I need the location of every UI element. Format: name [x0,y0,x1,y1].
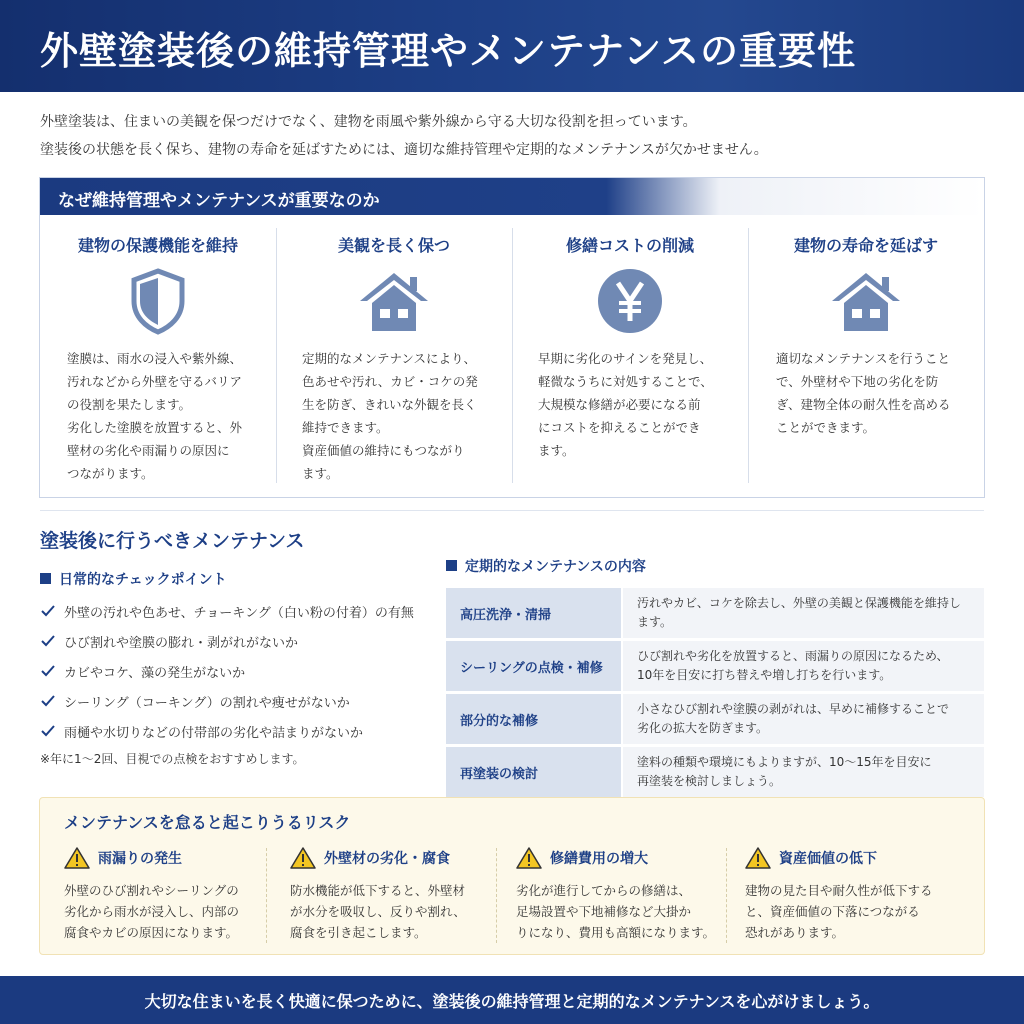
table-value: 汚れやカビ、コケを除去し、外壁の美観と保護機能を維持します。 [622,588,984,640]
risk-item-text: 防水機能が低下すると、外壁材 が水分を吸収し、反りや割れ、 腐食を引き起こします。 [290,883,466,940]
why-column-title: 修繕コストの削減 [565,236,694,255]
why-section [39,177,985,498]
list-item [40,686,414,716]
page-title: 外壁塗装後の維持管理やメンテナンスの重要性 [40,29,856,73]
footer-text: 大切な住まいを長く快適に保つために、塗装後の維持管理と定期的なメンテナンスを心がけましょう。 [144,992,880,1011]
periodic-maintenance-table [446,588,984,800]
intro-line: 塗装後の状態を長く保ち、建物の寿命を延ばすためには、適切な維持管理や定期的なメンテナンスが欠かせません。 [40,142,768,158]
why-column-appearance [276,223,512,488]
daily-check-title: 日常的なチェックポイント [59,572,227,588]
square-bullet-icon [446,560,457,571]
risk-section [39,797,985,955]
risk-item-text: 劣化が進行してからの修繕は、 足場設置や下地補修など大掛か りになり、費用も高額になります。 [516,883,716,940]
list-item [40,656,414,686]
intro-text [40,108,768,164]
check-icon [40,603,56,619]
why-column-title: 美観を長く保つ [337,236,450,255]
why-column-text: 適切なメンテナンスを行うこと で、外壁材や下地の劣化を防 ぎ、建物全体の耐久性を高める ことができます。 [776,351,951,435]
shield-icon [122,265,194,337]
warning-icon [290,846,316,870]
check-note: ※年に1〜2回、目視での点検をおすすめします。 [40,752,305,766]
risk-item-title: 修繕費用の増大 [550,851,648,867]
check-icon [40,693,56,709]
house-icon [358,265,430,337]
footer-banner [0,976,1024,1024]
periodic-title: 定期的なメンテナンスの内容 [465,559,646,575]
check-item-text: 外壁の汚れや色あせ、チョーキング（白い粉の付着）の有無 [64,605,414,621]
why-heading: なぜ維持管理やメンテナンスが重要なのか [58,191,380,211]
why-column-text: 早期に劣化のサインを発見し、 軽微なうちに対処することで、 大規模な修繕が必要になる前 にコストを抑えることができ ます。 [538,351,713,458]
periodic-heading [446,556,646,576]
risk-item [516,844,742,948]
risk-item-title: 外壁材の劣化・腐食 [324,851,450,867]
maintenance-title: 塗装後に行うべきメンテナンス [40,530,305,552]
check-item-text: シーリング（コーキング）の割れや痩せがないか [64,695,350,711]
check-icon [40,723,56,739]
why-heading-bar [40,178,984,215]
risk-item-heading [745,844,877,872]
list-item [40,716,414,746]
yen-coin-icon [594,265,666,337]
list-item [40,626,414,656]
why-column-text: 定期的なメンテナンスにより、 色あせや汚れ、カビ・コケの発 生を防ぎ、きれいな外観を長く 維持できます。 資産価値の維持にもつながり ます。 [302,351,478,481]
risk-item-heading [64,844,182,872]
intro-line: 外壁塗装は、住まいの美観を保つだけでなく、建物を雨風や紫外線から守る大切な役割を担っています。 [40,114,697,130]
risk-item-text: 建物の見た目や耐久性が低下する と、資産価値の下落につながる 恐れがあります。 [745,883,933,940]
page-header [0,0,1024,92]
daily-check-list [40,596,414,746]
table-key: シーリングの点検・補修 [446,640,622,693]
check-item-text: 雨樋や水切りなどの付帯部の劣化や詰まりがないか [64,725,364,741]
warning-icon [745,846,771,870]
risk-item-title: 雨漏りの発生 [98,851,182,867]
table-value: ひび割れや劣化を放置すると、雨漏りの原因になるため、 10年を目安に打ち替えや増し打ちを行います。 [622,640,984,693]
risk-item-text: 外壁のひび割れやシーリングの 劣化から雨水が浸入し、内部の 腐食やカビの原因になります。 [64,883,240,940]
table-row [446,693,984,746]
why-column-lifespan [748,223,984,488]
risk-item-title: 資産価値の低下 [779,851,877,867]
table-row [446,746,984,799]
table-key: 部分的な補修 [446,693,622,746]
house-icon [830,265,902,337]
column-divider [496,848,497,943]
table-value: 塗料の種類や環境にもよりますが、10〜15年を目安に 再塗装を検討しましょう。 [622,746,984,799]
table-key: 再塗装の検討 [446,746,622,799]
check-item-text: ひび割れや塗膜の膨れ・剥がれがないか [64,635,299,651]
risk-item [745,844,971,948]
section-divider [40,510,984,511]
why-column-cost [512,223,748,488]
column-divider [266,848,267,943]
table-row [446,588,984,640]
warning-icon [516,846,542,870]
warning-icon [64,846,90,870]
risk-item [64,844,290,948]
risk-item-heading [516,844,648,872]
column-divider [726,848,727,943]
why-column-title: 建物の保護機能を維持 [77,236,238,255]
check-icon [40,633,56,649]
why-column-protection [40,223,276,488]
table-row [446,640,984,693]
risk-title: メンテナンスを怠ると起こりうるリスク [64,813,351,832]
risk-item [290,844,516,948]
why-column-title: 建物の寿命を延ばす [793,236,938,255]
risk-item-heading [290,844,450,872]
table-value: 小さなひび割れや塗膜の剥がれは、早めに補修することで 劣化の拡大を防ぎます。 [622,693,984,746]
table-key: 高圧洗浄・清掃 [446,588,622,640]
daily-check-heading [40,569,227,589]
square-bullet-icon [40,573,51,584]
list-item [40,596,414,626]
why-column-text: 塗膜は、雨水の浸入や紫外線、 汚れなどから外壁を守るバリア の役割を果たします。 劣化した塗膜を放置すると、外 壁材の劣化や雨漏りの原因に つながります。 [67,351,243,481]
check-item-text: カビやコケ、藻の発生がないか [64,665,246,681]
check-icon [40,663,56,679]
